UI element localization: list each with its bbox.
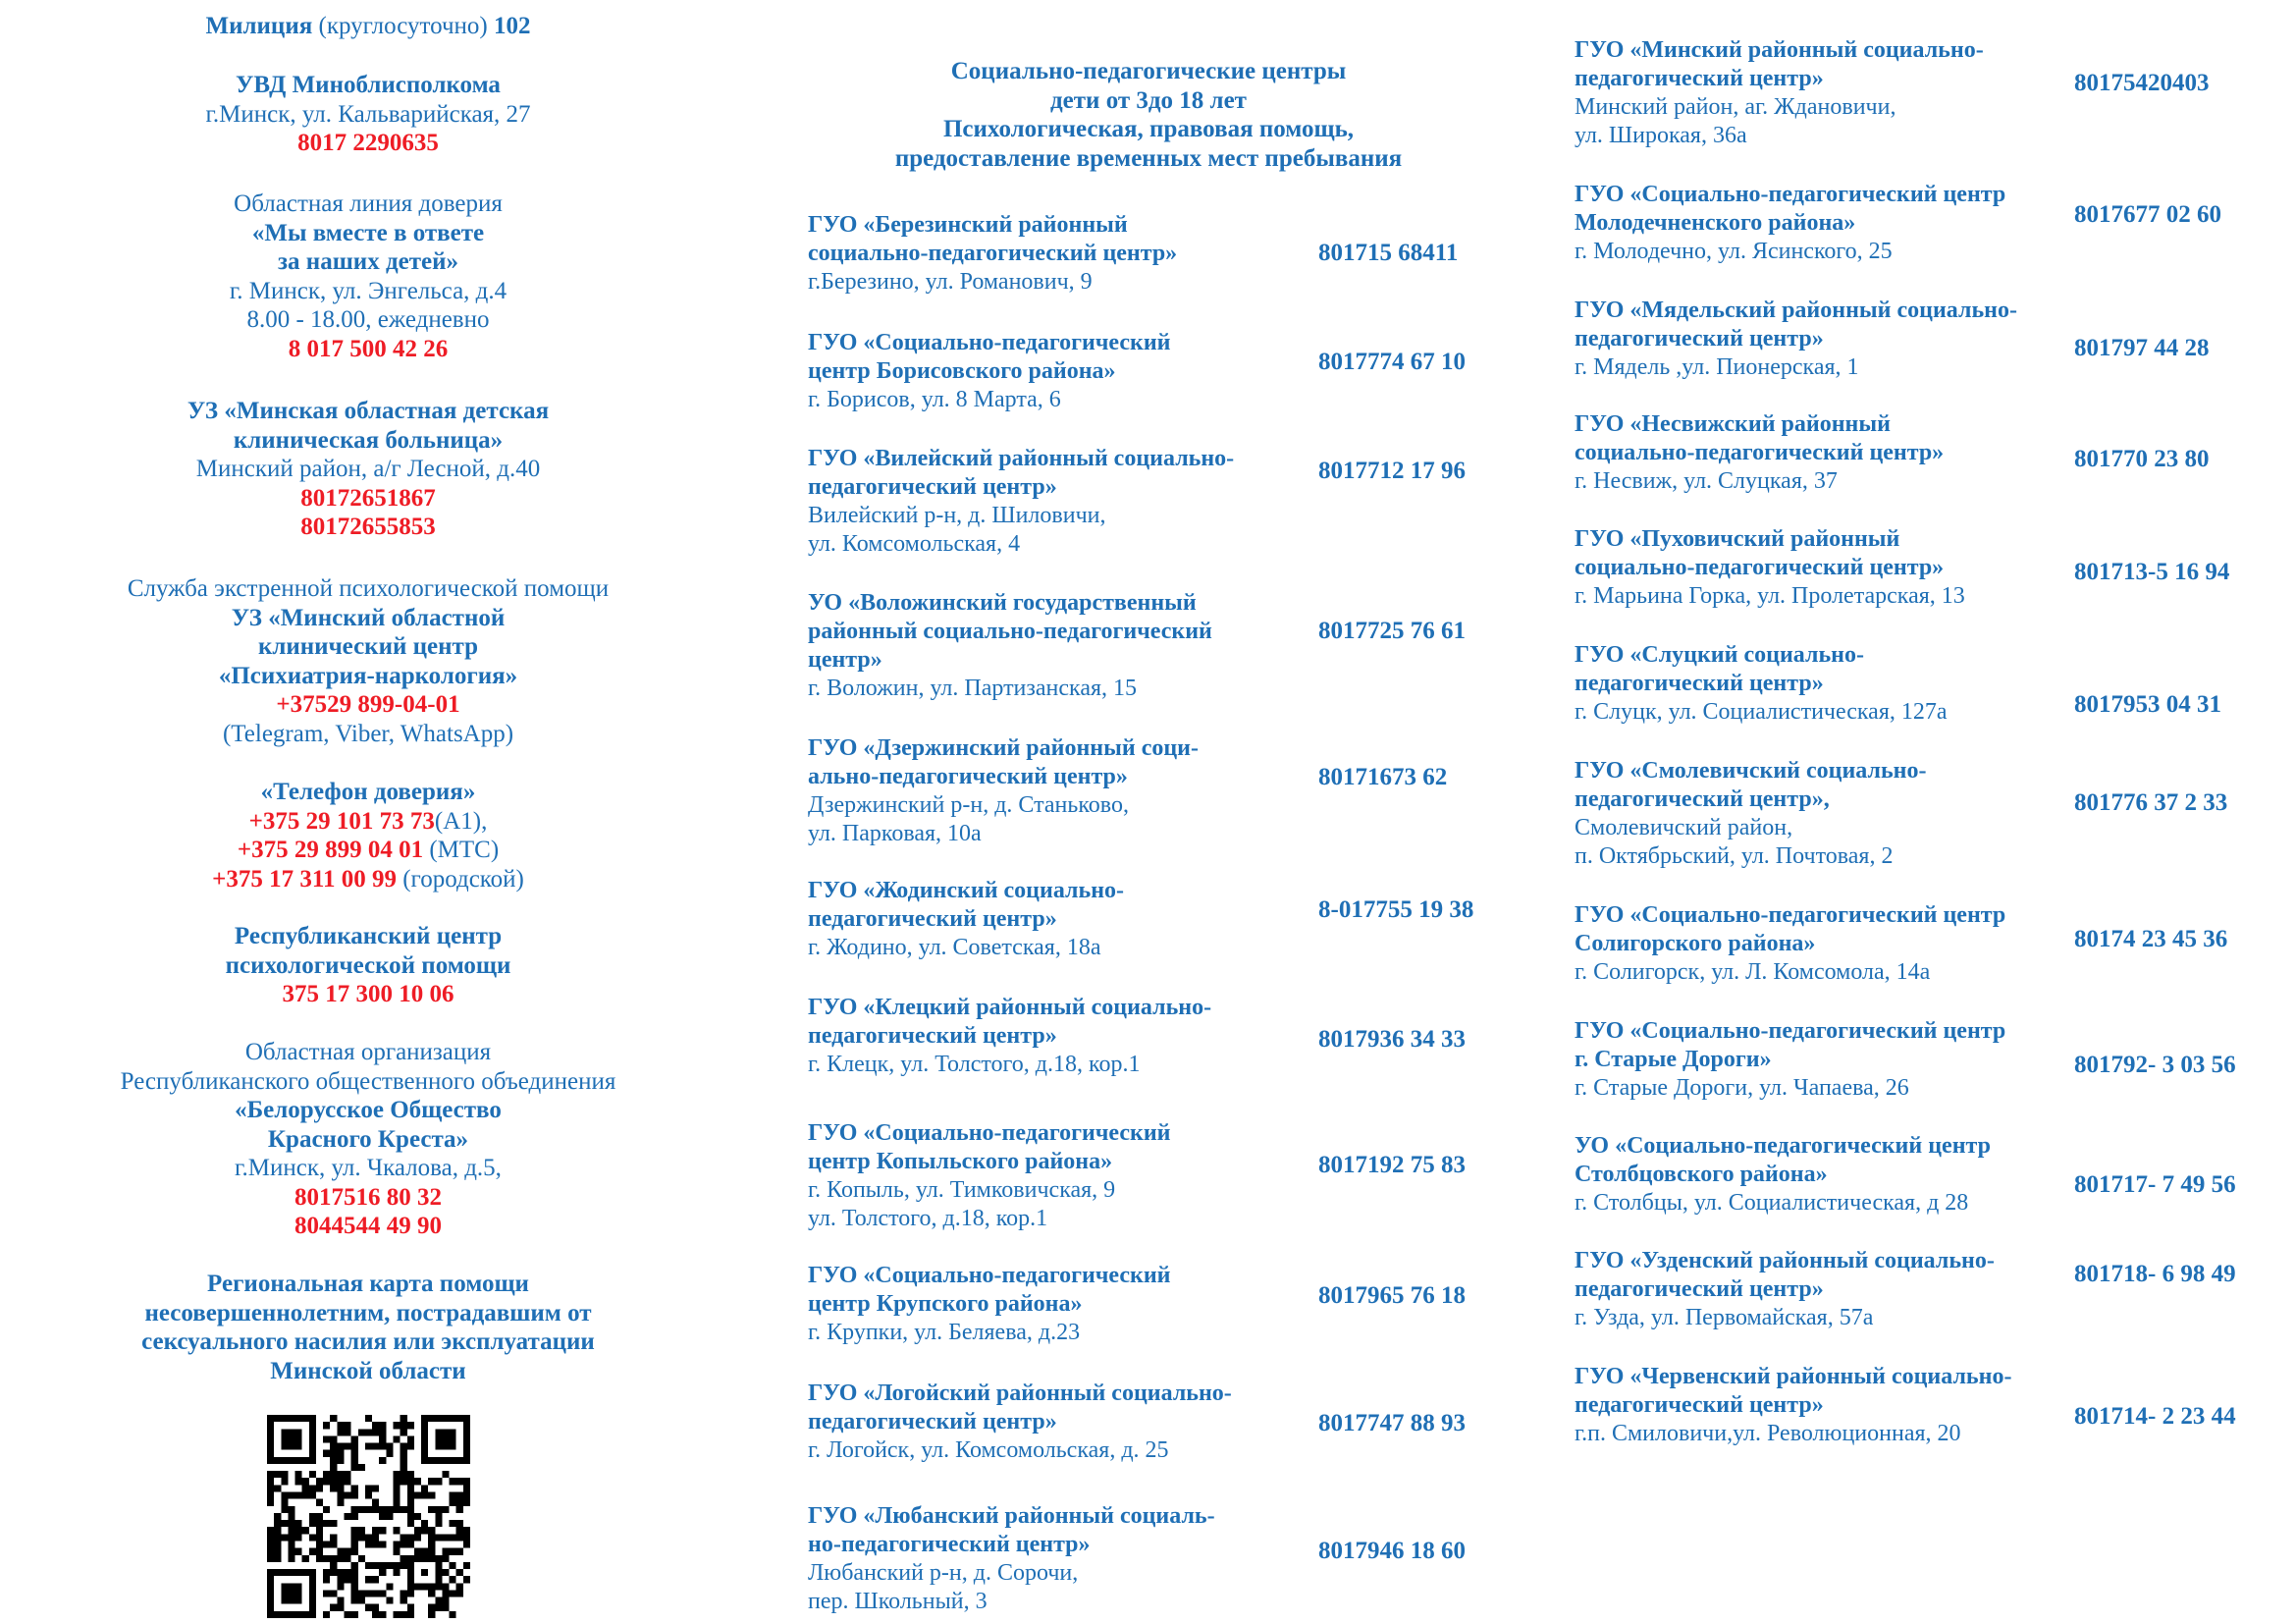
trustline-address: г. Минск, ул. Энгельса, д.4	[229, 277, 507, 304]
center-title: ГУО «Березинский районный	[808, 212, 1128, 238]
center-phone: 8017192 75 83	[1318, 1152, 1466, 1178]
center-title: УО «Воложинский государственный	[808, 590, 1197, 616]
trustphone-mts: +375 29 899 04 01	[237, 837, 424, 863]
center-title: педагогический центр»,	[1575, 786, 1830, 812]
trustphone-a1-note: (А1),	[434, 807, 488, 835]
center-address: г. Клецк, ул. Толстого, д.18, кор.1	[808, 1052, 1141, 1077]
center-entry	[1575, 1017, 2085, 1103]
redcross-address: г.Минск, ул. Чкалова, д.5,	[235, 1155, 502, 1181]
psych-phone: +37529 899-04-01	[276, 691, 460, 718]
center-phone: 8017946 18 60	[1318, 1538, 1466, 1564]
republic-block	[39, 922, 697, 1009]
map-line-3: сексуального насилия или эксплуатации	[141, 1328, 595, 1355]
redcross-line-2: Республиканского общественного объединения	[120, 1067, 616, 1095]
center-phone: 8017953 04 31	[2074, 691, 2221, 718]
trustphone-mts-note: (МТС)	[423, 837, 500, 863]
psych-messengers: (Telegram, Viber, WhatsApp)	[222, 720, 514, 747]
redcross-block	[39, 1038, 697, 1241]
center-address: г. Столбцы, ул. Социалистическая, д 28	[1575, 1190, 1969, 1216]
psych-name-3: «Психиатрия-наркология»	[218, 662, 518, 689]
police-note: (круглосуточно)	[318, 13, 488, 39]
center-title: ГУО «Любанский районный социаль-	[808, 1503, 1215, 1529]
redcross-phone-2: 8044544 49 90	[294, 1213, 442, 1239]
center-phone: 801715 68411	[1318, 240, 1459, 266]
center-title: педагогический центр»	[1575, 671, 1824, 696]
center-title: педагогический центр»	[1575, 1276, 1824, 1302]
center-title: Молодечненского района»	[1575, 210, 1856, 236]
center-title: УО «Социально-педагогический центр	[1575, 1133, 1991, 1159]
map-line-2: несовершеннолетним, пострадавшим от	[144, 1299, 592, 1326]
center-title: ГУО «Несвижский районный	[1575, 411, 1891, 437]
center-title: ГУО «Социально-педагогический	[808, 330, 1171, 355]
center-title: ально-педагогический центр»	[808, 764, 1128, 789]
center-entry	[1575, 1132, 2085, 1218]
center-entry	[1575, 297, 2085, 382]
center-title: ГУО «Мядельский районный социально-	[1575, 298, 2017, 323]
center-phone: 8017936 34 33	[1318, 1026, 1466, 1053]
center-title: ГУО «Социально-педагогический центр	[1575, 902, 2006, 928]
center-title: ГУО «Пуховичский районный	[1575, 526, 1900, 552]
hospital-address: Минский район, а/г Лесной, д.40	[195, 456, 541, 482]
center-address: г. Копыль, ул. Тимковичская, 9	[808, 1177, 1116, 1203]
center-phone: 801770 23 80	[2074, 446, 2210, 472]
center-address: г.п. Смиловичи,ул. Революционная, 20	[1575, 1421, 1961, 1446]
center-address: г. Несвиж, ул. Слуцкая, 37	[1575, 468, 1838, 494]
center-title: ГУО «Смолевичский социально-	[1575, 758, 1927, 784]
police-block	[39, 12, 697, 41]
trustphone-city-note: (городской)	[396, 865, 524, 893]
trustline-name-2: за наших детей»	[278, 248, 458, 275]
center-address: г. Молодечно, ул. Ясинского, 25	[1575, 239, 1893, 264]
center-title: социально-педагогический центр»	[1575, 440, 1945, 465]
center-title: центр Борисовского района»	[808, 358, 1116, 384]
center-address: пер. Школьный, 3	[808, 1589, 988, 1614]
center-address: Дзержинский р-н, д. Станьково,	[808, 792, 1129, 818]
trustline-phone: 8 017 500 42 26	[288, 335, 449, 362]
republic-phone: 375 17 300 10 06	[282, 981, 454, 1007]
psych-name-1: УЗ «Минский областной	[231, 604, 506, 631]
heading-line-2: дети от 3до 18 лет	[1050, 86, 1247, 114]
center-title: ГУО «Червенский районный социально-	[1575, 1364, 2012, 1389]
redcross-line-3: «Белорусское Общество	[235, 1097, 502, 1123]
center-title: ГУО «Дзержинский районный соци-	[808, 735, 1200, 761]
center-title: ГУО «Социально-педагогический	[808, 1120, 1171, 1146]
psych-block	[39, 574, 697, 748]
center-title: педагогический центр»	[808, 474, 1057, 500]
heading-line-1: Социально-педагогические центры	[950, 58, 1347, 84]
trustphone-city: +375 17 311 00 99	[212, 865, 397, 893]
center-title: педагогический центр»	[808, 906, 1057, 932]
center-phone: 801713-5 16 94	[2074, 559, 2230, 585]
center-title: центр Копыльского района»	[808, 1149, 1113, 1174]
center-entry	[1575, 36, 2085, 150]
center-title: социально-педагогический центр»	[1575, 555, 1945, 580]
center-entry	[808, 734, 1515, 848]
qr-code[interactable]	[267, 1415, 470, 1618]
trustline-hours: 8.00 - 18.00, ежедневно	[246, 306, 490, 333]
center-address: ул. Толстого, д.18, кор.1	[808, 1206, 1048, 1231]
trustphone-a1: +375 29 101 73 73	[248, 807, 435, 835]
redcross-line-4: Красного Креста»	[267, 1125, 469, 1153]
center-title: центр»	[808, 647, 882, 673]
center-phone: 8-017755 19 38	[1318, 896, 1474, 923]
center-phone: 801718- 6 98 49	[2074, 1261, 2236, 1287]
center-title: ГУО «Логойский районный социально-	[808, 1380, 1232, 1406]
center-address: ул. Комсомольская, 4	[808, 531, 1021, 557]
center-phone: 8017712 17 96	[1318, 458, 1466, 484]
center-address: г. Мядель ,ул. Пионерская, 1	[1575, 354, 1859, 380]
center-entry	[1575, 1363, 2085, 1448]
center-address: г. Слуцк, ул. Социалистическая, 127а	[1575, 699, 1948, 725]
center-address: г. Солигорск, ул. Л. Комсомола, 14а	[1575, 959, 1931, 985]
center-address: Смолевичский район,	[1575, 815, 1793, 840]
center-phone: 80174 23 45 36	[2074, 926, 2228, 952]
center-address: Вилейский р-н, д. Шиловичи,	[808, 503, 1106, 528]
heading-line-4: предоставление временных мест пребывания	[894, 144, 1403, 172]
map-line-4: Минской области	[270, 1357, 466, 1384]
center-title: педагогический центр»	[1575, 1392, 1824, 1418]
center-title: педагогический центр»	[1575, 326, 1824, 352]
center-phone: 801714- 2 23 44	[2074, 1403, 2236, 1430]
center-title: г. Старые Дороги»	[1575, 1047, 1772, 1072]
center-entry	[1575, 181, 2085, 266]
center-phone: 8017965 76 18	[1318, 1282, 1466, 1309]
center-address: г. Узда, ул. Первомайская, 57а	[1575, 1305, 1874, 1330]
map-line-1: Региональная карта помощи	[207, 1271, 529, 1297]
center-address: г. Крупки, ул. Беляева, д.23	[808, 1320, 1081, 1345]
center-title: педагогический центр»	[808, 1023, 1057, 1049]
center-phone: 8017677 02 60	[2074, 201, 2221, 228]
center-address: г. Марьина Горка, ул. Пролетарская, 13	[1575, 583, 1965, 609]
center-title: районный социально-педагогический	[808, 619, 1212, 644]
center-address: г. Жодино, ул. Советская, 18а	[808, 935, 1101, 960]
hospital-phone-2: 80172655853	[300, 514, 436, 540]
center-address: п. Октябрьский, ул. Почтовая, 2	[1575, 843, 1894, 869]
hospital-phone-1: 80172651867	[300, 484, 436, 512]
center-title: ГУО «Вилейский районный социально-	[808, 446, 1235, 471]
uvd-block	[39, 71, 697, 158]
center-address: г. Логойск, ул. Комсомольская, д. 25	[808, 1437, 1169, 1463]
police-number: 102	[493, 13, 531, 39]
center-entry	[1575, 901, 2085, 987]
center-phone: 801797 44 28	[2074, 335, 2210, 361]
uvd-address: г.Минск, ул. Кальварийская, 27	[205, 100, 531, 128]
republic-name-1: Республиканский центр	[234, 923, 503, 949]
hospital-block	[39, 397, 697, 542]
center-phone: 801792- 3 03 56	[2074, 1052, 2236, 1078]
center-address: Любанский р-н, д. Сорочи,	[808, 1560, 1079, 1586]
trustline-block	[39, 189, 697, 363]
center-phone: 801717- 7 49 56	[2074, 1171, 2236, 1198]
center-entry	[1575, 641, 2085, 727]
center-phone: 8017774 67 10	[1318, 349, 1466, 375]
center-address: ул. Парковая, 10а	[808, 821, 982, 846]
center-entry	[1575, 1247, 2085, 1332]
center-title: педагогический центр»	[808, 1409, 1057, 1435]
center-title: ГУО «Жодинский социально-	[808, 878, 1125, 903]
uvd-name: УВД Миноблисполкома	[236, 72, 501, 98]
center-address: г.Березино, ул. Романович, 9	[808, 269, 1093, 295]
center-phone: 80175420403	[2074, 70, 2210, 96]
trustphone-block	[39, 778, 697, 893]
center-title: ГУО «Минский районный социально-	[1575, 37, 1984, 63]
police-name: Милиция	[205, 13, 313, 39]
center-entry	[1575, 757, 2085, 871]
republic-name-2: психологической помощи	[225, 951, 511, 979]
hospital-name-2: клиническая больница»	[233, 426, 504, 454]
redcross-phone-1: 8017516 80 32	[294, 1183, 442, 1211]
redcross-line-1: Областная организация	[244, 1039, 492, 1065]
center-address: Минский район, аг. Ждановичи,	[1575, 94, 1896, 120]
center-entry	[808, 589, 1515, 703]
center-address: г. Старые Дороги, ул. Чапаева, 26	[1575, 1075, 1909, 1101]
psych-name-2: клинический центр	[257, 633, 479, 660]
center-entry	[1575, 525, 2085, 611]
trustline-label: Областная линия доверия	[234, 190, 503, 217]
center-title: ГУО «Клецкий районный социально-	[808, 995, 1212, 1020]
trustphone-name: «Телефон доверия»	[260, 779, 476, 805]
trustline-name-1: «Мы вместе в ответе	[251, 219, 485, 246]
uvd-phone: 8017 2290635	[297, 130, 439, 156]
center-phone: 801776 37 2 33	[2074, 789, 2228, 816]
center-title: центр Крупского района»	[808, 1291, 1083, 1317]
psych-label: Служба экстренной психологической помощи	[127, 575, 610, 602]
center-title: Столбцовского района»	[1575, 1162, 1828, 1187]
center-phone: 8017725 76 61	[1318, 618, 1466, 644]
center-title: ГУО «Социально-педагогический	[808, 1263, 1171, 1288]
hospital-name-1: УЗ «Минская областная детская	[187, 398, 550, 424]
center-entry	[1575, 410, 2085, 496]
center-address: ул. Широкая, 36а	[1575, 123, 1747, 148]
center-title: ГУО «Узденский районный социально-	[1575, 1248, 1995, 1273]
center-address: г. Воложин, ул. Партизанская, 15	[808, 676, 1138, 701]
center-title: педагогический центр»	[1575, 66, 1824, 91]
center-title: но-педагогический центр»	[808, 1532, 1091, 1557]
center-address: г. Борисов, ул. 8 Марта, 6	[808, 387, 1061, 412]
center-title: Солигорского района»	[1575, 931, 1816, 956]
center-phone: 8017747 88 93	[1318, 1410, 1466, 1436]
middle-heading	[805, 57, 1492, 173]
center-title: ГУО «Социально-педагогический центр	[1575, 1018, 2006, 1044]
center-title: ГУО «Слуцкий социально-	[1575, 642, 1864, 668]
heading-line-3: Психологическая, правовая помощь,	[942, 116, 1355, 142]
center-title: ГУО «Социально-педагогический центр	[1575, 182, 2006, 207]
center-phone: 80171673 62	[1318, 764, 1448, 790]
center-title: социально-педагогический центр»	[808, 241, 1178, 266]
map-block	[39, 1270, 697, 1385]
